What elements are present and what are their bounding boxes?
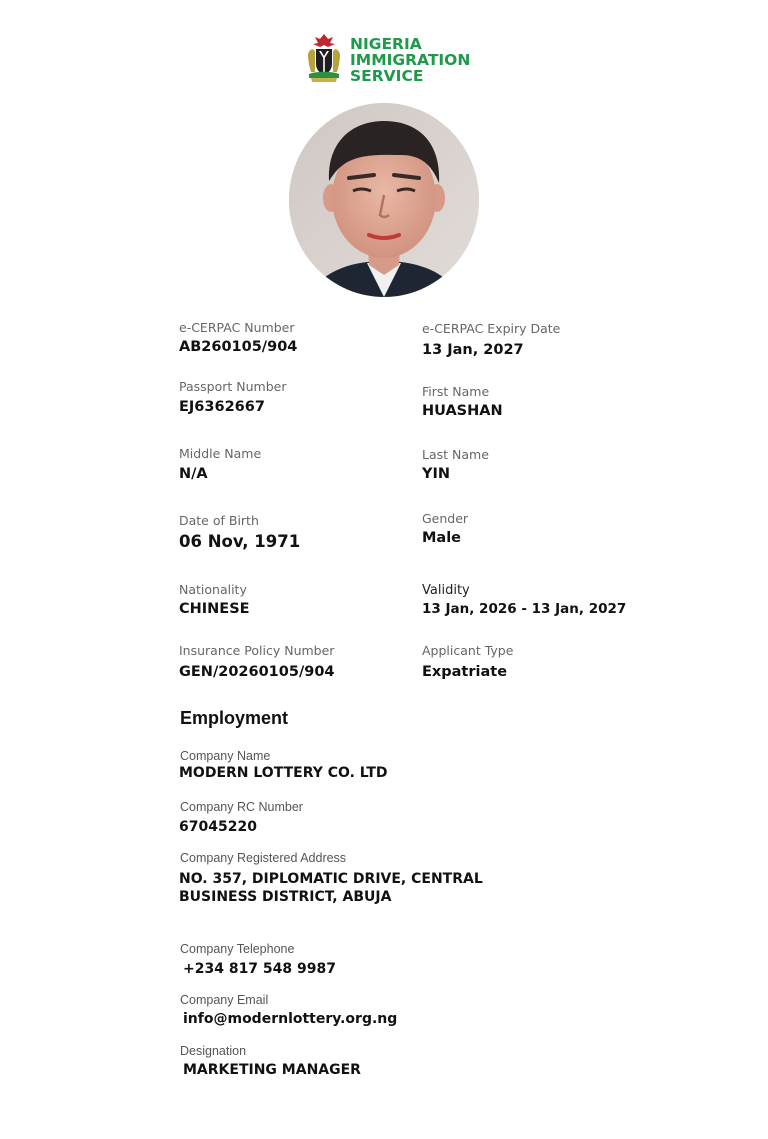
ecerpac-expiry-label: e-CERPAC Expiry Date xyxy=(422,321,561,336)
first-name-value: HUASHAN xyxy=(422,403,503,419)
company-address-line-2: BUSINESS DISTRICT, ABUJA xyxy=(179,889,392,905)
validity-label: Validity xyxy=(422,583,470,598)
brand-line-3: SERVICE xyxy=(350,67,424,85)
date-of-birth-label: Date of Birth xyxy=(179,513,259,528)
nationality-label: Nationality xyxy=(179,582,247,597)
brand-line-2: IMMIGRATION xyxy=(350,51,471,69)
designation-label: Designation xyxy=(180,1044,247,1058)
company-telephone-value: +234 817 548 9987 xyxy=(183,961,336,977)
coat-of-arms-icon xyxy=(306,32,342,86)
ecerpac-expiry-value: 13 Jan, 2027 xyxy=(422,342,524,358)
ecerpac-number-label: e-CERPAC Number xyxy=(179,320,295,335)
employment-heading: Employment xyxy=(180,708,289,728)
middle-name-value: N/A xyxy=(179,466,208,482)
last-name-value: YIN xyxy=(422,466,451,482)
company-address-label: Company Registered Address xyxy=(180,851,347,865)
insurance-policy-label: Insurance Policy Number xyxy=(179,643,335,658)
company-name-label: Company Name xyxy=(180,749,271,763)
nationality-value: CHINESE xyxy=(179,601,250,617)
ecerpac-number-value: AB260105/904 xyxy=(179,339,298,355)
company-name-value: MODERN LOTTERY CO. LTD xyxy=(179,765,388,781)
company-email-label: Company Email xyxy=(180,993,269,1007)
last-name-label: Last Name xyxy=(422,447,489,462)
date-of-birth-value: 06 Nov, 1971 xyxy=(179,532,301,551)
passport-number-value: EJ6362667 xyxy=(179,399,265,415)
gender-label: Gender xyxy=(422,511,469,526)
company-rc-value: 67045220 xyxy=(179,819,257,835)
applicant-type-label: Applicant Type xyxy=(422,643,514,658)
portrait-photo xyxy=(289,103,479,297)
gender-value: Male xyxy=(422,530,462,546)
designation-value: MARKETING MANAGER xyxy=(183,1062,361,1078)
middle-name-label: Middle Name xyxy=(179,446,262,461)
brand-line-1: NIGERIA xyxy=(350,35,422,53)
insurance-policy-value: GEN/20260105/904 xyxy=(179,664,335,680)
brand-wordmark xyxy=(350,36,470,84)
passport-number-label: Passport Number xyxy=(179,379,287,394)
company-address-line-1: NO. 357, DIPLOMATIC DRIVE, CENTRAL xyxy=(179,871,483,887)
validity-value: 13 Jan, 2026 - 13 Jan, 2027 xyxy=(422,601,627,617)
company-email-value: info@modernlottery.org.ng xyxy=(183,1011,398,1027)
company-telephone-label: Company Telephone xyxy=(180,942,295,956)
company-rc-label: Company RC Number xyxy=(180,800,303,814)
first-name-label: First Name xyxy=(422,384,490,399)
applicant-type-value: Expatriate xyxy=(422,664,508,680)
